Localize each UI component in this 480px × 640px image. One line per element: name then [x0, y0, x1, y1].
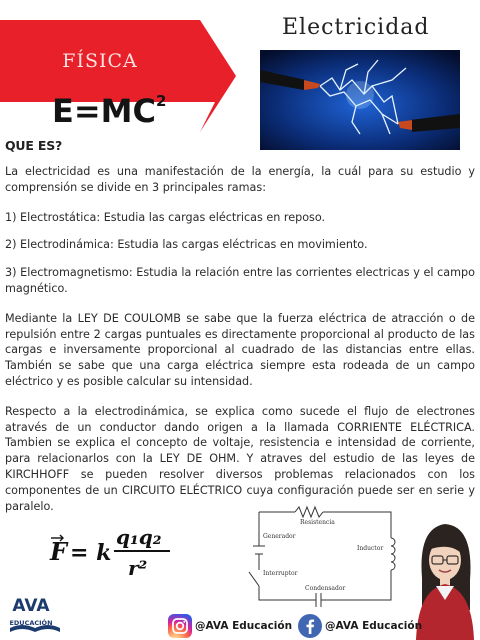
- facebook-link[interactable]: [298, 614, 422, 638]
- subject-label: FÍSICA: [62, 50, 138, 72]
- paragraph-electrodynamics: 2) Electrodinámica: Estudia las cargas eléctricas en movimiento.: [5, 238, 368, 252]
- label-generator: Generador: [263, 533, 296, 540]
- label-resistance: Resistencia: [300, 519, 335, 526]
- emc2-exponent: 2: [156, 92, 167, 111]
- label-capacitor: Condensador: [305, 585, 346, 592]
- paragraph-electromagnetism: 3) Electromagnetismo: Estudia la relación entre las corrientes electricas y el campo magnético.: [5, 266, 475, 295]
- facebook-icon: [298, 614, 322, 638]
- circuit-diagram: [245, 502, 405, 610]
- paragraph-electrostatics: 1) Electrostática: Estudia las cargas eléctricas en reposo.: [5, 210, 326, 224]
- instagram-icon: [168, 614, 192, 638]
- coulomb-law-formula: [48, 520, 188, 580]
- paragraph-electrodynamics-detail: Respecto a la electrodinámica, se explica como sucede el flujo de electrones através de un conductor dando origen a la llamada CORRIENTE ELÉCTRICA. Tambien se explica el concepto de voltaje, resistencia e intensidad de corriente, para relacionarlos con la LEY DE OHM. Y atraves del estudio de las leyes de KIRCHHOFF se pueden resolver diversos problemas relacionados con los componentes de un CIRCUITO ELÉCTRICO cuya configuración puede ser en serie y paralelo.: [5, 404, 475, 513]
- label-inductor: Inductor: [357, 545, 384, 552]
- subject-banner: [0, 20, 236, 132]
- formula-equals-k: = k: [70, 540, 112, 566]
- formula-denominator: r²: [128, 556, 148, 580]
- formula-force: F: [50, 537, 68, 566]
- facebook-handle: @AVA Educación: [325, 620, 423, 632]
- emc2-base: E=MC: [52, 92, 156, 130]
- instagram-link[interactable]: [168, 614, 292, 638]
- emc2-formula: [52, 92, 166, 130]
- paragraph-intro: La electricidad es una manifestación de la energía, la cuál para su estudio y comprensión se divide en 3 principales ramas:: [5, 165, 475, 194]
- page-title: Electricidad: [282, 15, 430, 40]
- label-switch: Interruptor: [263, 570, 298, 577]
- section-title: QUE ES?: [5, 138, 63, 153]
- formula-numerator: q₁q₂: [116, 525, 162, 549]
- electric-arc-image: [260, 50, 460, 150]
- body-text: [5, 164, 475, 528]
- instagram-handle: @AVA Educación: [195, 620, 293, 632]
- paragraph-coulomb: Mediante la LEY DE COULOMB se sabe que la fuerza eléctrica de atracción o de repulsión entre 2 cargas puntuales es directamente proporcional al producto de las cargas e inversamente proporcional al cuadrado de las distancias entre ellas. También se sabe que una carga eléctrica siempre esta rodeada de un campo eléctrico y es posible calcular su intensidad.: [5, 311, 475, 388]
- logo-subtitle: EDUCACIÓN: [9, 619, 53, 627]
- logo-name: AVA: [12, 596, 50, 616]
